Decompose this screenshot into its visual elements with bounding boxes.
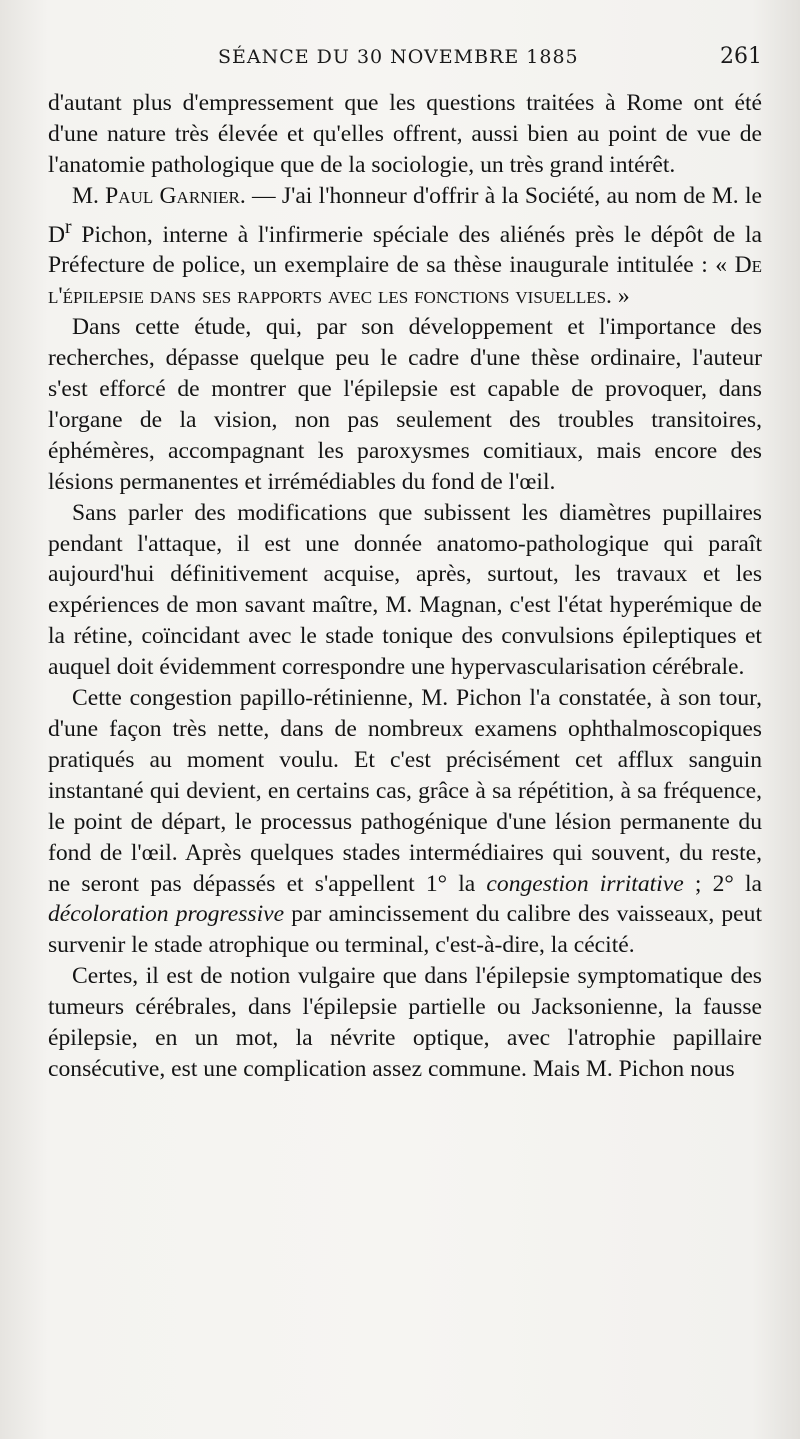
paragraph-5-text-c: par amincissement du calibre des vaisseaux, peut survenir le stade atrophique ou terminal, c'est-à-dire, la cécité. — [48, 901, 762, 959]
term-decoloration-progressive: décoloration progressive — [48, 901, 285, 928]
body-text — [48, 88, 762, 1085]
paragraph-6: Certes, il est de notion vulgaire que dans l'épilepsie symptomatique des tumeurs cérébrales, dans l'épilepsie partielle ou Jacksonienne, la fausse épilepsie, en un mot, la névrite optique, avec l'atrophie papillaire consécutive, est une complication assez commune. Mais M. Pichon nous — [48, 963, 762, 1082]
paragraph-5-text-b: ; 2° la — [683, 870, 762, 897]
paragraph-4: Sans parler des modifications que subissent les diamètres pupillaires pendant l'attaque, il est une donnée anatomo-pathologique qui paraît aujourd'hui définitivement acquise, après, surtout, les travaux et les expériences de mon savant maître, M. Magnan, c'est l'état hyperémique de la rétine, coïncidant avec le stade tonique des convulsions épileptiques et auquel doit évidemment correspondre une hypervascularisation cérébrale. — [48, 499, 762, 681]
speaker-name: M. Paul Garnier. — [72, 182, 246, 209]
term-congestion-irritative: congestion irritative — [486, 870, 684, 897]
paragraph-5-text-a: Cette congestion papillo-rétinienne, M. Pichon l'a constatée, à son tour, d'une façon très nette, dans de nombreux examens ophthalmoscopiques pratiqués au moment voulu. Et c'est précisément cet afflux sanguin instantané qui devient, en certains cas, grâce à sa répétition, à sa fréquence, le point de départ, le processus pathogénique d'une lésion permanente du fond de l'œil. Après quelques stades intermédiaires qui souvent, du reste, ne seront pas dépassés et s'appellent 1° la — [48, 685, 762, 897]
page-header — [48, 40, 762, 80]
paragraph-2-text-a: — J'ai l'honneur d'offrir à la Société, au nom de M. le D — [48, 182, 762, 248]
thesis-title: De l'épilepsie dans ses rapports avec les fonctions visuelles. » — [48, 252, 762, 310]
paragraph-3: Dans cette étude, qui, par son développement et l'importance des recherches, dépasse quelque peu le cadre d'une thèse ordinaire, l'auteur s'est efforcé de montrer que l'épilepsie est capable de provoquer, dans l'organe de la vision, non pas seulement des troubles transitoires, éphémères, accompagnant les paroxysmes comitiaux, mais encore des lésions permanentes et irrémédiables du fond de l'œil. — [48, 314, 762, 495]
paragraph-1: d'autant plus d'empressement que les questions traitées à Rome ont été d'une nature très élevée et qu'elles offrent, aussi bien au point de vue de l'anatomie pathologique que de la sociologie, un très grand intérêt. — [48, 90, 762, 178]
running-title: SÉANCE DU 30 NOVEMBRE 1885 — [218, 46, 579, 68]
paragraph-2 — [48, 181, 762, 312]
doctor-superscript: r — [65, 215, 72, 238]
paragraph-5 — [48, 683, 762, 961]
page-number: 261 — [720, 44, 762, 69]
paragraph-2-text-b: Pichon, interne à l'infirmerie spéciale des aliénés près le dépôt de la Préfecture de police, un exemplaire de sa thèse inaugurale intitulée : « — [48, 221, 762, 279]
